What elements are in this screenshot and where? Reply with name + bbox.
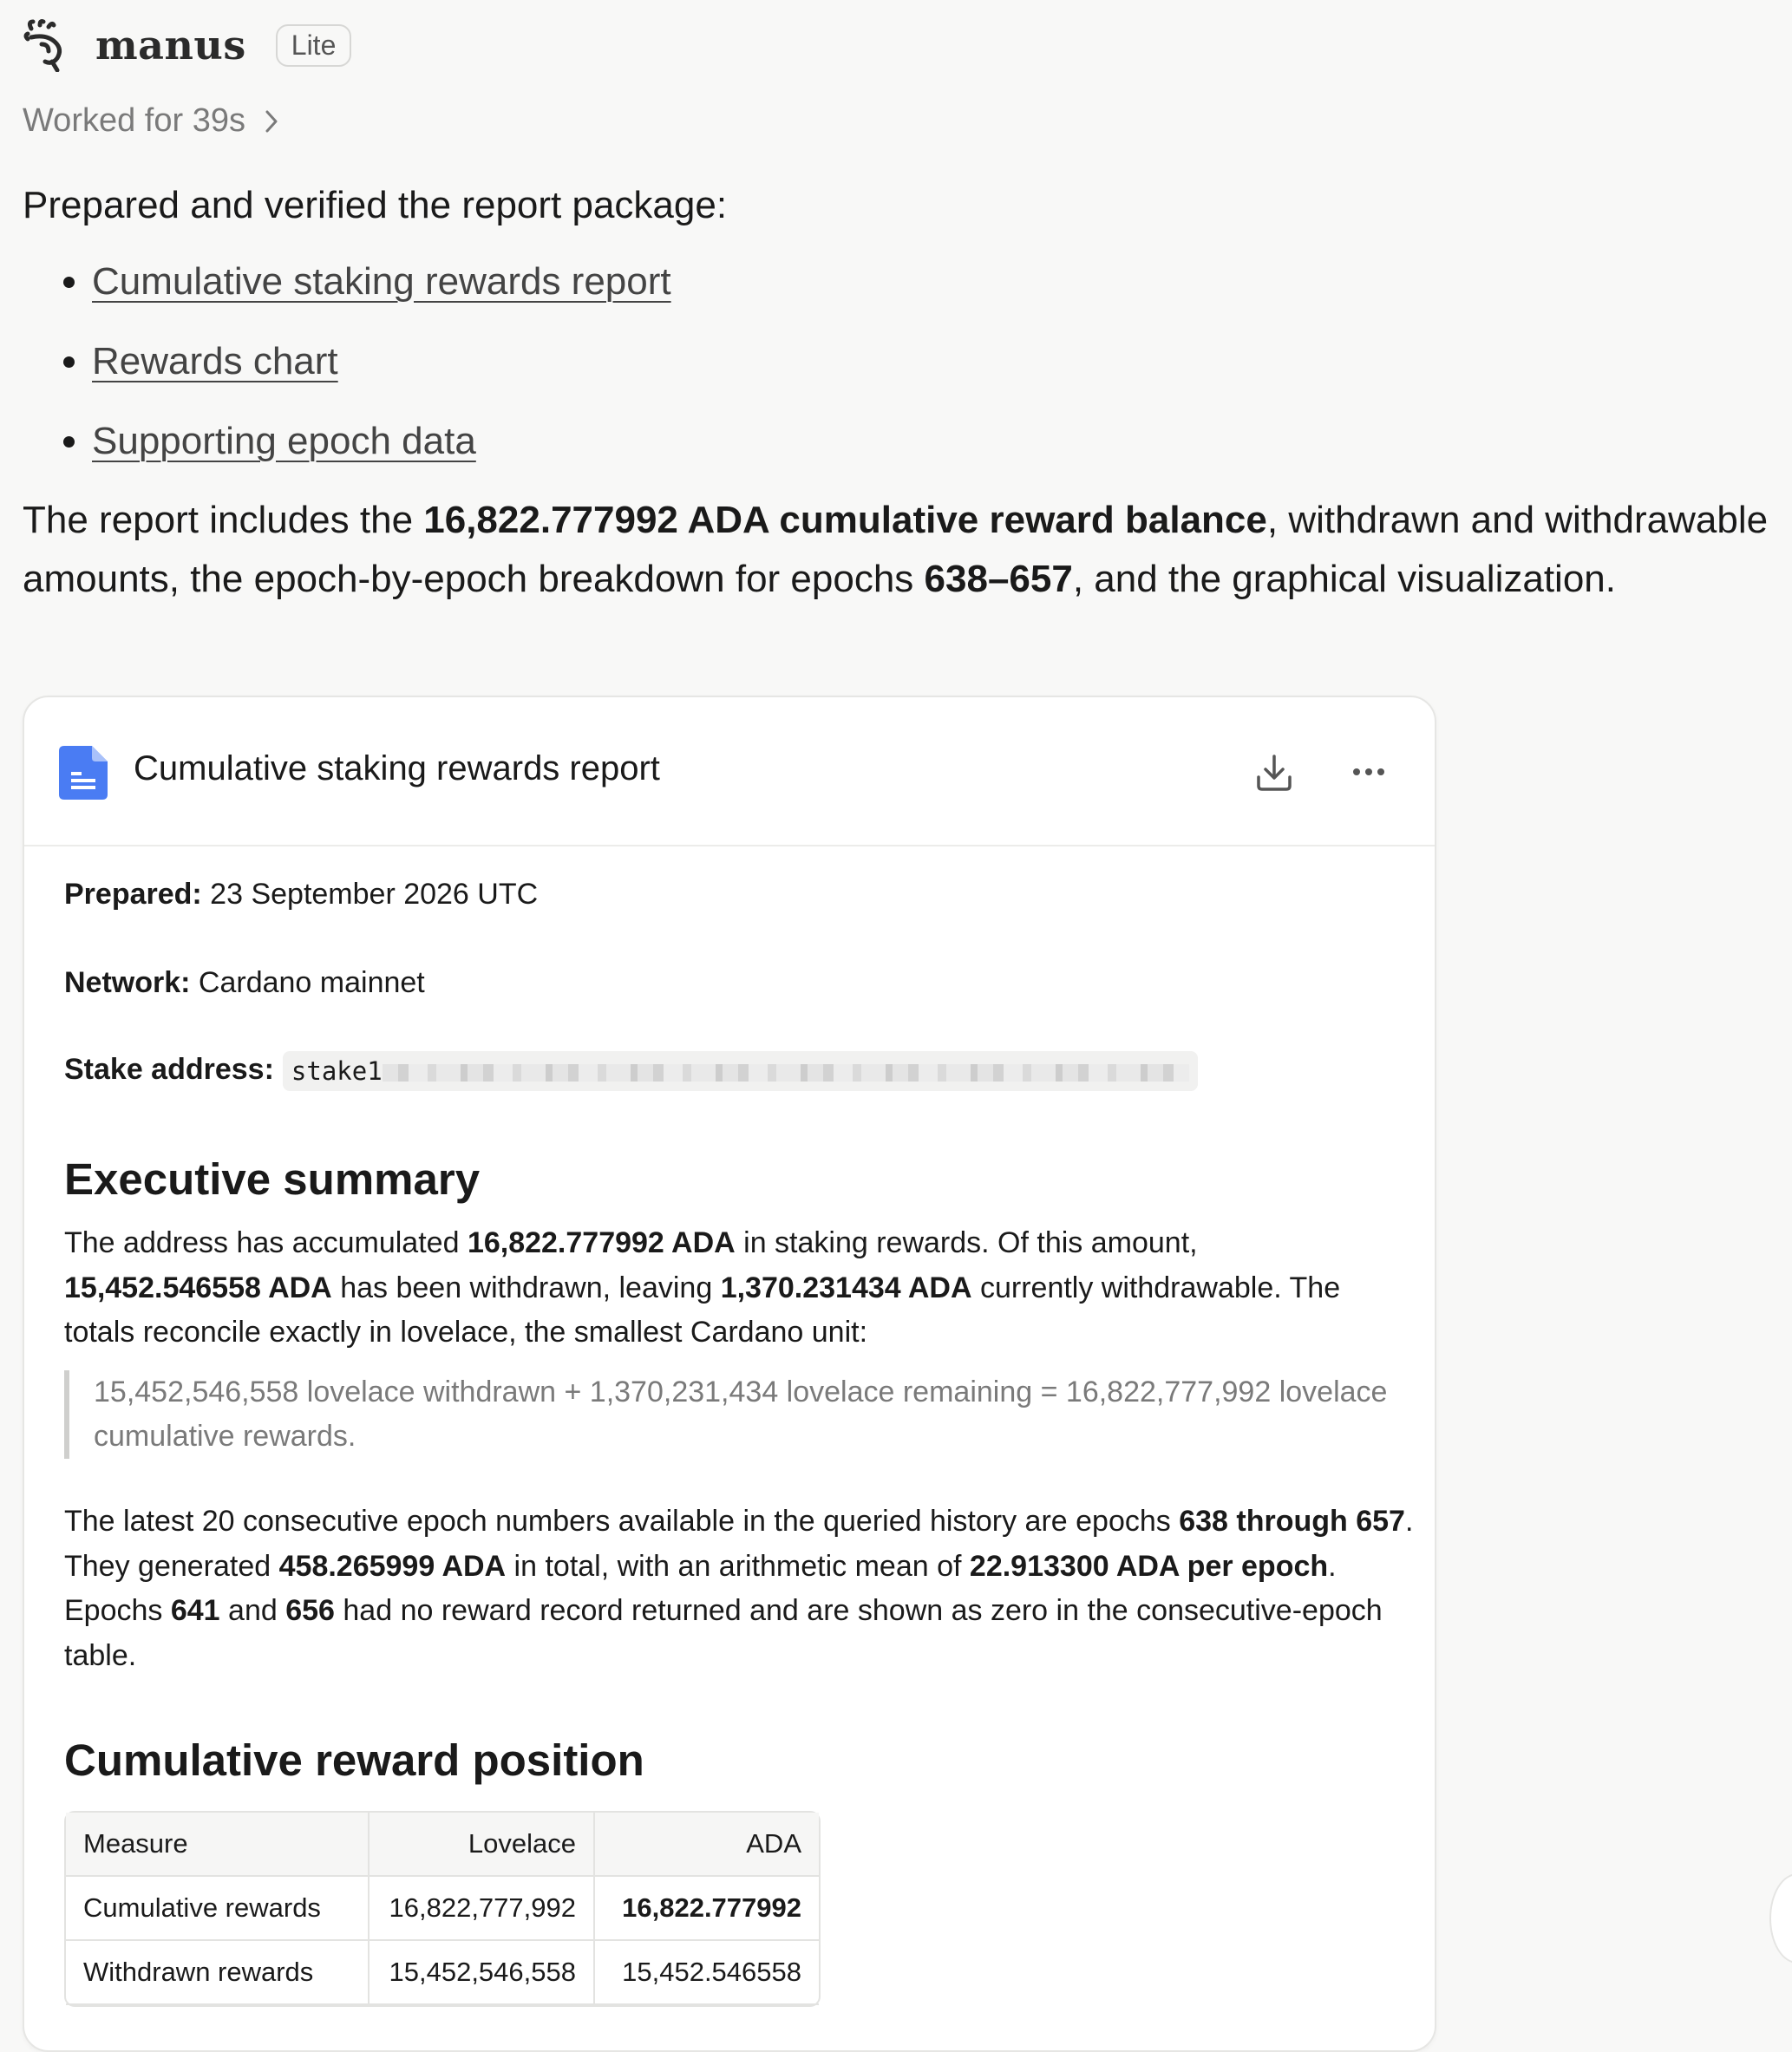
- bold-run: 16,822.777992 ADA: [467, 1226, 736, 1259]
- bold-run: 638 through 657: [1179, 1505, 1405, 1538]
- message-summary: [23, 491, 1775, 609]
- table-cell: Withdrawn rewards: [66, 1941, 370, 2005]
- stake-address-prefix: stake1: [291, 1056, 383, 1086]
- text-run: had no reward record returned and are shown as zero in the consecutive-epoch table.: [64, 1594, 1383, 1672]
- bold-run: 641: [170, 1594, 220, 1627]
- section-heading-executive-summary: Executive summary: [64, 1154, 481, 1204]
- list-item: [92, 333, 671, 413]
- bold-run: 458.265999 ADA: [278, 1549, 507, 1583]
- stake-address-label: Stake address:: [64, 1052, 274, 1086]
- text-run: currently withdrawable. The totals reconcile exactly in lovelace, the smallest Cardano unit:: [64, 1271, 1341, 1349]
- text-run: The latest 20 consecutive epoch numbers available in the queried history are epochs: [64, 1505, 1180, 1538]
- executive-summary-text: [64, 1221, 1417, 1356]
- link-report[interactable]: Cumulative staking rewards report: [92, 260, 671, 303]
- table-cell: 16,822,777,992: [370, 1877, 595, 1941]
- column-header-ada: ADA: [595, 1813, 819, 1877]
- bold-run: 1,370.231434 ADA: [720, 1271, 972, 1304]
- prepared-value: 23 September 2026 UTC: [201, 878, 539, 911]
- stake-address-line: [64, 1051, 1198, 1091]
- more-options-icon[interactable]: [1350, 761, 1388, 782]
- text-run: in staking rewards. Of this amount,: [735, 1226, 1198, 1259]
- column-header-measure: Measure: [66, 1813, 370, 1877]
- prepared-label: Prepared:: [64, 878, 202, 911]
- summary-bold: 16,822.777992 ADA cumulative reward balance: [423, 499, 1267, 541]
- network-line: [64, 966, 425, 1000]
- deliverable-links: [23, 253, 671, 493]
- summary-bold: 638–657: [924, 558, 1073, 600]
- table-row: [66, 1877, 819, 1941]
- app-header: [23, 19, 351, 71]
- report-title: Cumulative staking rewards report: [134, 749, 660, 787]
- manus-logo-icon: [23, 18, 69, 72]
- list-item: [92, 253, 671, 333]
- cumulative-position-table: [64, 1811, 821, 2007]
- floating-action-button[interactable]: [1769, 1873, 1792, 1964]
- worked-label: Worked for 39s: [23, 102, 245, 139]
- network-label: Network:: [64, 966, 191, 999]
- link-epoch-data[interactable]: Supporting epoch data: [92, 420, 476, 462]
- worked-duration-toggle[interactable]: [23, 102, 278, 140]
- document-icon: [59, 746, 108, 800]
- text-run: The address has accumulated: [64, 1226, 468, 1259]
- table-row: [66, 1941, 819, 2005]
- bold-run: 22.913300 ADA per epoch: [969, 1549, 1329, 1583]
- table-cell: 16,822.777992: [595, 1877, 819, 1941]
- plan-badge: Lite: [276, 24, 352, 67]
- stake-address-code: [283, 1051, 1198, 1091]
- download-icon[interactable]: [1254, 753, 1294, 793]
- report-card: [23, 696, 1436, 2052]
- bold-run: 15,452.546558 ADA: [64, 1271, 332, 1304]
- brand-name: manus: [95, 22, 246, 69]
- epoch-summary-text: [64, 1500, 1417, 1678]
- text-run: and: [219, 1594, 286, 1627]
- text-run: has been withdrawn, leaving: [331, 1271, 721, 1304]
- text-run: . They generated: [64, 1505, 1414, 1583]
- text-run: . Epochs: [64, 1549, 1337, 1627]
- summary-text: The report includes the: [23, 499, 424, 541]
- report-card-header: [24, 697, 1435, 846]
- summary-text: , withdrawn and withdrawable amounts, the epoch-by-epoch breakdown for epochs: [23, 499, 1769, 600]
- column-header-lovelace: Lovelace: [370, 1813, 595, 1877]
- chevron-right-icon: [265, 109, 278, 134]
- reconciliation-quote: 15,452,546,558 lovelace withdrawn + 1,370,231,434 lovelace remaining = 16,822,777,992 lovelace cumulative rewards.: [64, 1370, 1429, 1459]
- list-item: [92, 413, 671, 493]
- redacted-address: [383, 1064, 1189, 1082]
- summary-text: , and the graphical visualization.: [1072, 558, 1616, 600]
- text-run: in total, with an arithmetic mean of: [506, 1549, 970, 1583]
- prepared-line: [64, 878, 538, 912]
- table-cell: Cumulative rewards: [66, 1877, 370, 1941]
- table-cell: 15,452.546558: [595, 1941, 819, 2005]
- message-intro: Prepared and verified the report package:: [23, 184, 728, 226]
- network-value: Cardano mainnet: [190, 966, 425, 999]
- table-header-row: [66, 1813, 819, 1877]
- section-heading-cumulative-position: Cumulative reward position: [64, 1735, 644, 1785]
- link-rewards-chart[interactable]: Rewards chart: [92, 340, 338, 382]
- bold-run: 656: [285, 1594, 335, 1627]
- table-cell: 15,452,546,558: [370, 1941, 595, 2005]
